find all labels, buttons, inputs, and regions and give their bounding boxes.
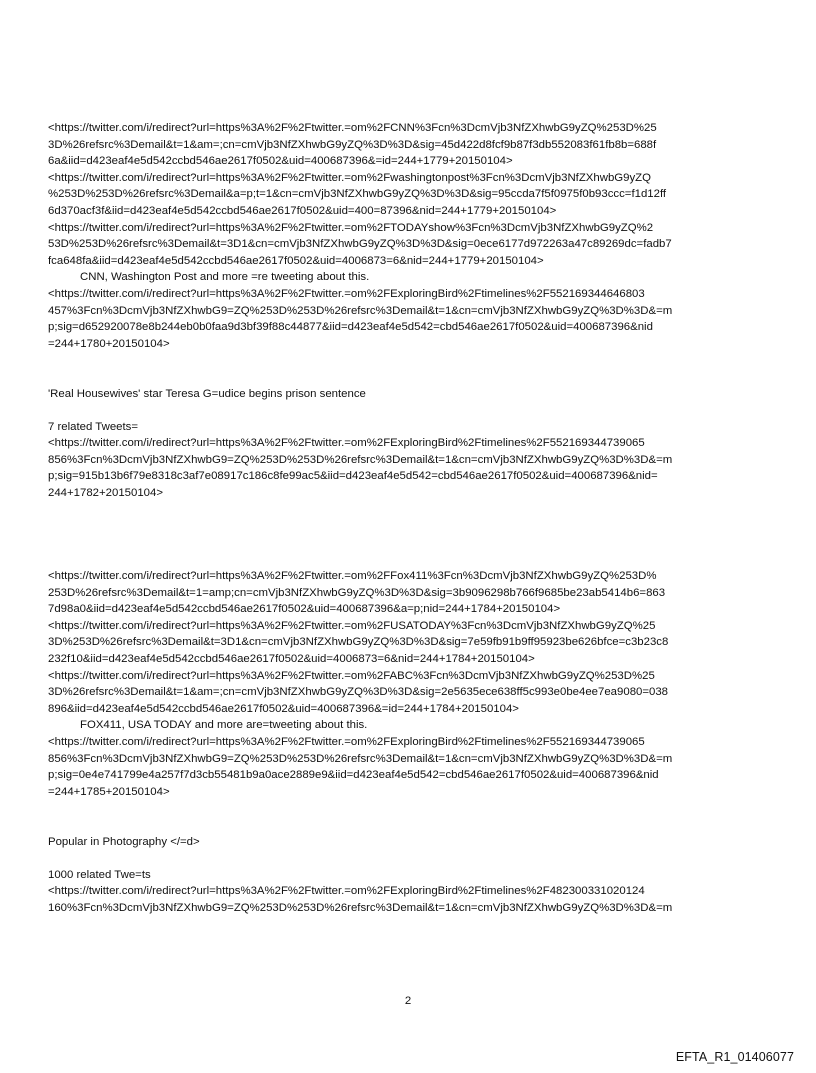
redirect-link-cont[interactable]: 3D%26refsrc%3Demail&t=1&am=;cn=cmVjb3NfZXhwbG9yZQ%3D%3D&sig=45d422d8fcf9b87f3db552083f61fb8b=688f [48,138,657,151]
spacer [48,850,778,867]
redirect-link-cont[interactable]: 6a&iid=d423eaf4e5d542ccbd546ae2617f0502&uid=400687396&=id=244+1779+20150104> [48,155,513,168]
timeline-link-cont[interactable]: 856%3Fcn%3DcmVjb3NfZXhwbG9=ZQ%253D%253D%26refsrc%3Demail&t=1&cn=cmVjb3NfZXhwbG9yZQ%3D%3D&=m [48,752,673,765]
redirect-link[interactable]: <https://twitter.com/i/redirect?url=https%3A%2F%2Ftwitter.=om%2FCNN%3Fcn%3DcmVjb3NfZXhwbG9yZQ%253D%25 [48,122,657,134]
timeline-link-cont[interactable]: 244+1782+20150104> [48,487,163,500]
spacer [48,352,778,385]
spacer [48,502,778,568]
page-number: 2 [404,995,412,1007]
spacer [48,402,778,419]
redirect-link-cont[interactable]: 896&iid=d423eaf4e5d542ccbd546ae2617f0502&uid=400687396&=id=244+1784+20150104> [48,702,519,715]
story-headline: Popular in Photography </=d> [48,835,200,848]
redirect-link-cont[interactable]: %253D%253D%26refsrc%3Demail&a=p;t=1&cn=cmVjb3NfZXhwbG9yZQ%3D%3D&sig=95ccda7f5f0975f0b93ccc=f1d12ff [48,188,667,201]
timeline-link[interactable]: <https://twitter.com/i/redirect?url=https%3A%2F%2Ftwitter.=om%2FExploringBird%2Ftimelines%2F552169344739065 [48,735,645,748]
timeline-link-cont[interactable]: =244+1785+20150104> [48,785,170,798]
redirect-link[interactable]: <https://twitter.com/i/redirect?url=https%3A%2F%2Ftwitter.=om%2Fwashingtonpost%3Fcn%3DcmVjb3NfZXhwbG9yZQ [48,171,651,184]
redirect-link-cont[interactable]: 3D%26refsrc%3Demail&t=1&am=;cn=cmVjb3NfZXhwbG9yZQ%3D%3D&sig=2e5635ece638ff5c993e0be4ee7ea9080=038 [48,686,669,699]
block1-links [48,120,778,352]
email-body [48,120,778,917]
redirect-link-cont[interactable]: 7d98a0&iid=d423eaf4e5d542ccbd546ae2617f0502&uid=400687396&a=p;nid=244+1784+20150104> [48,603,561,616]
redirect-link-cont[interactable]: fca648fa&iid=d423eaf4e5d542ccbd546ae2617f0502&uid=4006873=6&nid=244+1779+20150104> [48,254,544,267]
document-id: EFTA_R1_01406077 [675,1050,794,1064]
related-tweets-count: 7 related Tweets= [48,420,139,433]
redirect-link[interactable]: <https://twitter.com/i/redirect?url=https%3A%2F%2Ftwitter.=om%2FABC%3Fcn%3DcmVjb3NfZXhwbG9yZQ%253D%25 [48,669,655,682]
redirect-link[interactable]: <https://twitter.com/i/redirect?url=https%3A%2F%2Ftwitter.=om%2FFox411%3Fcn%3DcmVjb3NfZXhwbG9yZQ%253D% [48,570,657,583]
tweeting-about-line: CNN, Washington Post and more =re tweeting about this. [80,271,370,284]
redirect-link[interactable]: <https://twitter.com/i/redirect?url=https%3A%2F%2Ftwitter.=om%2FTODAYshow%3Fcn%3DcmVjb3NfZXhwbG9yZQ%2 [48,221,654,234]
redirect-link-cont[interactable]: 232f10&iid=d423eaf4e5d542ccbd546ae2617f0502&uid=4006873=6&nid=244+1784+20150104> [48,653,535,666]
timeline-link-cont[interactable]: p;sig=915b13b6f79e8318c3af7e08917c186c8fe99ac5&iid=d423eaf4e5d542=cbd546ae2617f0502&uid=400687396&nid= [48,470,658,483]
timeline-link-cont[interactable]: p;sig=d652920078e8b244eb0b0faa9d3bf39f88c44877&iid=d423eaf4e5d542=cbd546ae2617f0502&uid=400687396&nid [48,321,653,334]
story-headline: 'Real Housewives' star Teresa G=udice begins prison sentence [48,387,366,400]
story1 [48,386,778,502]
redirect-link[interactable]: <https://twitter.com/i/redirect?url=https%3A%2F%2Ftwitter.=om%2FUSATODAY%3Fcn%3DcmVjb3NfZXhwbG9yZQ%25 [48,619,656,632]
timeline-link[interactable]: <https://twitter.com/i/redirect?url=https%3A%2F%2Ftwitter.=om%2FExploringBird%2Ftimelines%2F482300331020124 [48,885,645,898]
story2 [48,834,778,917]
spacer [48,800,778,833]
timeline-link[interactable]: <https://twitter.com/i/redirect?url=https%3A%2F%2Ftwitter.=om%2FExploringBird%2Ftimelines%2F552169344646803 [48,287,645,300]
block2-links [48,568,778,800]
timeline-link-cont[interactable]: p;sig=0e4e741799e4a257f7d3cb55481b9a0ace2889e9&iid=d423eaf4e5d542=cbd546ae2617f0502&uid=400687396&nid [48,769,659,782]
timeline-link-cont[interactable]: 457%3Fcn%3DcmVjb3NfZXhwbG9=ZQ%253D%253D%26refsrc%3Demail&t=1&cn=cmVjb3NfZXhwbG9yZQ%3D%3D&=m [48,304,673,317]
tweeting-about-line: FOX411, USA TODAY and more are=tweeting about this. [80,719,368,732]
related-tweets-count: 1000 related Twe=ts [48,868,151,881]
timeline-link-cont[interactable]: =244+1780+20150104> [48,337,170,350]
timeline-link[interactable]: <https://twitter.com/i/redirect?url=https%3A%2F%2Ftwitter.=om%2FExploringBird%2Ftimelines%2F552169344739065 [48,437,645,450]
timeline-link-cont[interactable]: 856%3Fcn%3DcmVjb3NfZXhwbG9=ZQ%253D%253D%26refsrc%3Demail&t=1&cn=cmVjb3NfZXhwbG9yZQ%3D%3D&=m [48,453,673,466]
redirect-link-cont[interactable]: 253D%26refsrc%3Demail&t=1=amp;cn=cmVjb3NfZXhwbG9yZQ%3D%3D&sig=3b9096298b766f9685be23ab5414b6=863 [48,586,666,599]
redirect-link-cont[interactable]: 53D%253D%26refsrc%3Demail&t=3D1&cn=cmVjb3NfZXhwbG9yZQ%3D%3D&sig=0ece6177d972263a47c89269dc=fadb7 [48,238,672,251]
redirect-link-cont[interactable]: 6d370acf3f&iid=d423eaf4e5d542ccbd546ae2617f0502&uid=400=87396&nid=244+1779+20150104> [48,204,557,217]
timeline-link-cont[interactable]: 160%3Fcn%3DcmVjb3NfZXhwbG9=ZQ%253D%253D%26refsrc%3Demail&t=1&cn=cmVjb3NfZXhwbG9yZQ%3D%3D&=m [48,901,673,914]
redirect-link-cont[interactable]: 3D%253D%26refsrc%3Demail&t=3D1&cn=cmVjb3NfZXhwbG9yZQ%3D%3D&sig=7e59fb91b9ff95923be626bfce=c3b23c8 [48,636,669,649]
